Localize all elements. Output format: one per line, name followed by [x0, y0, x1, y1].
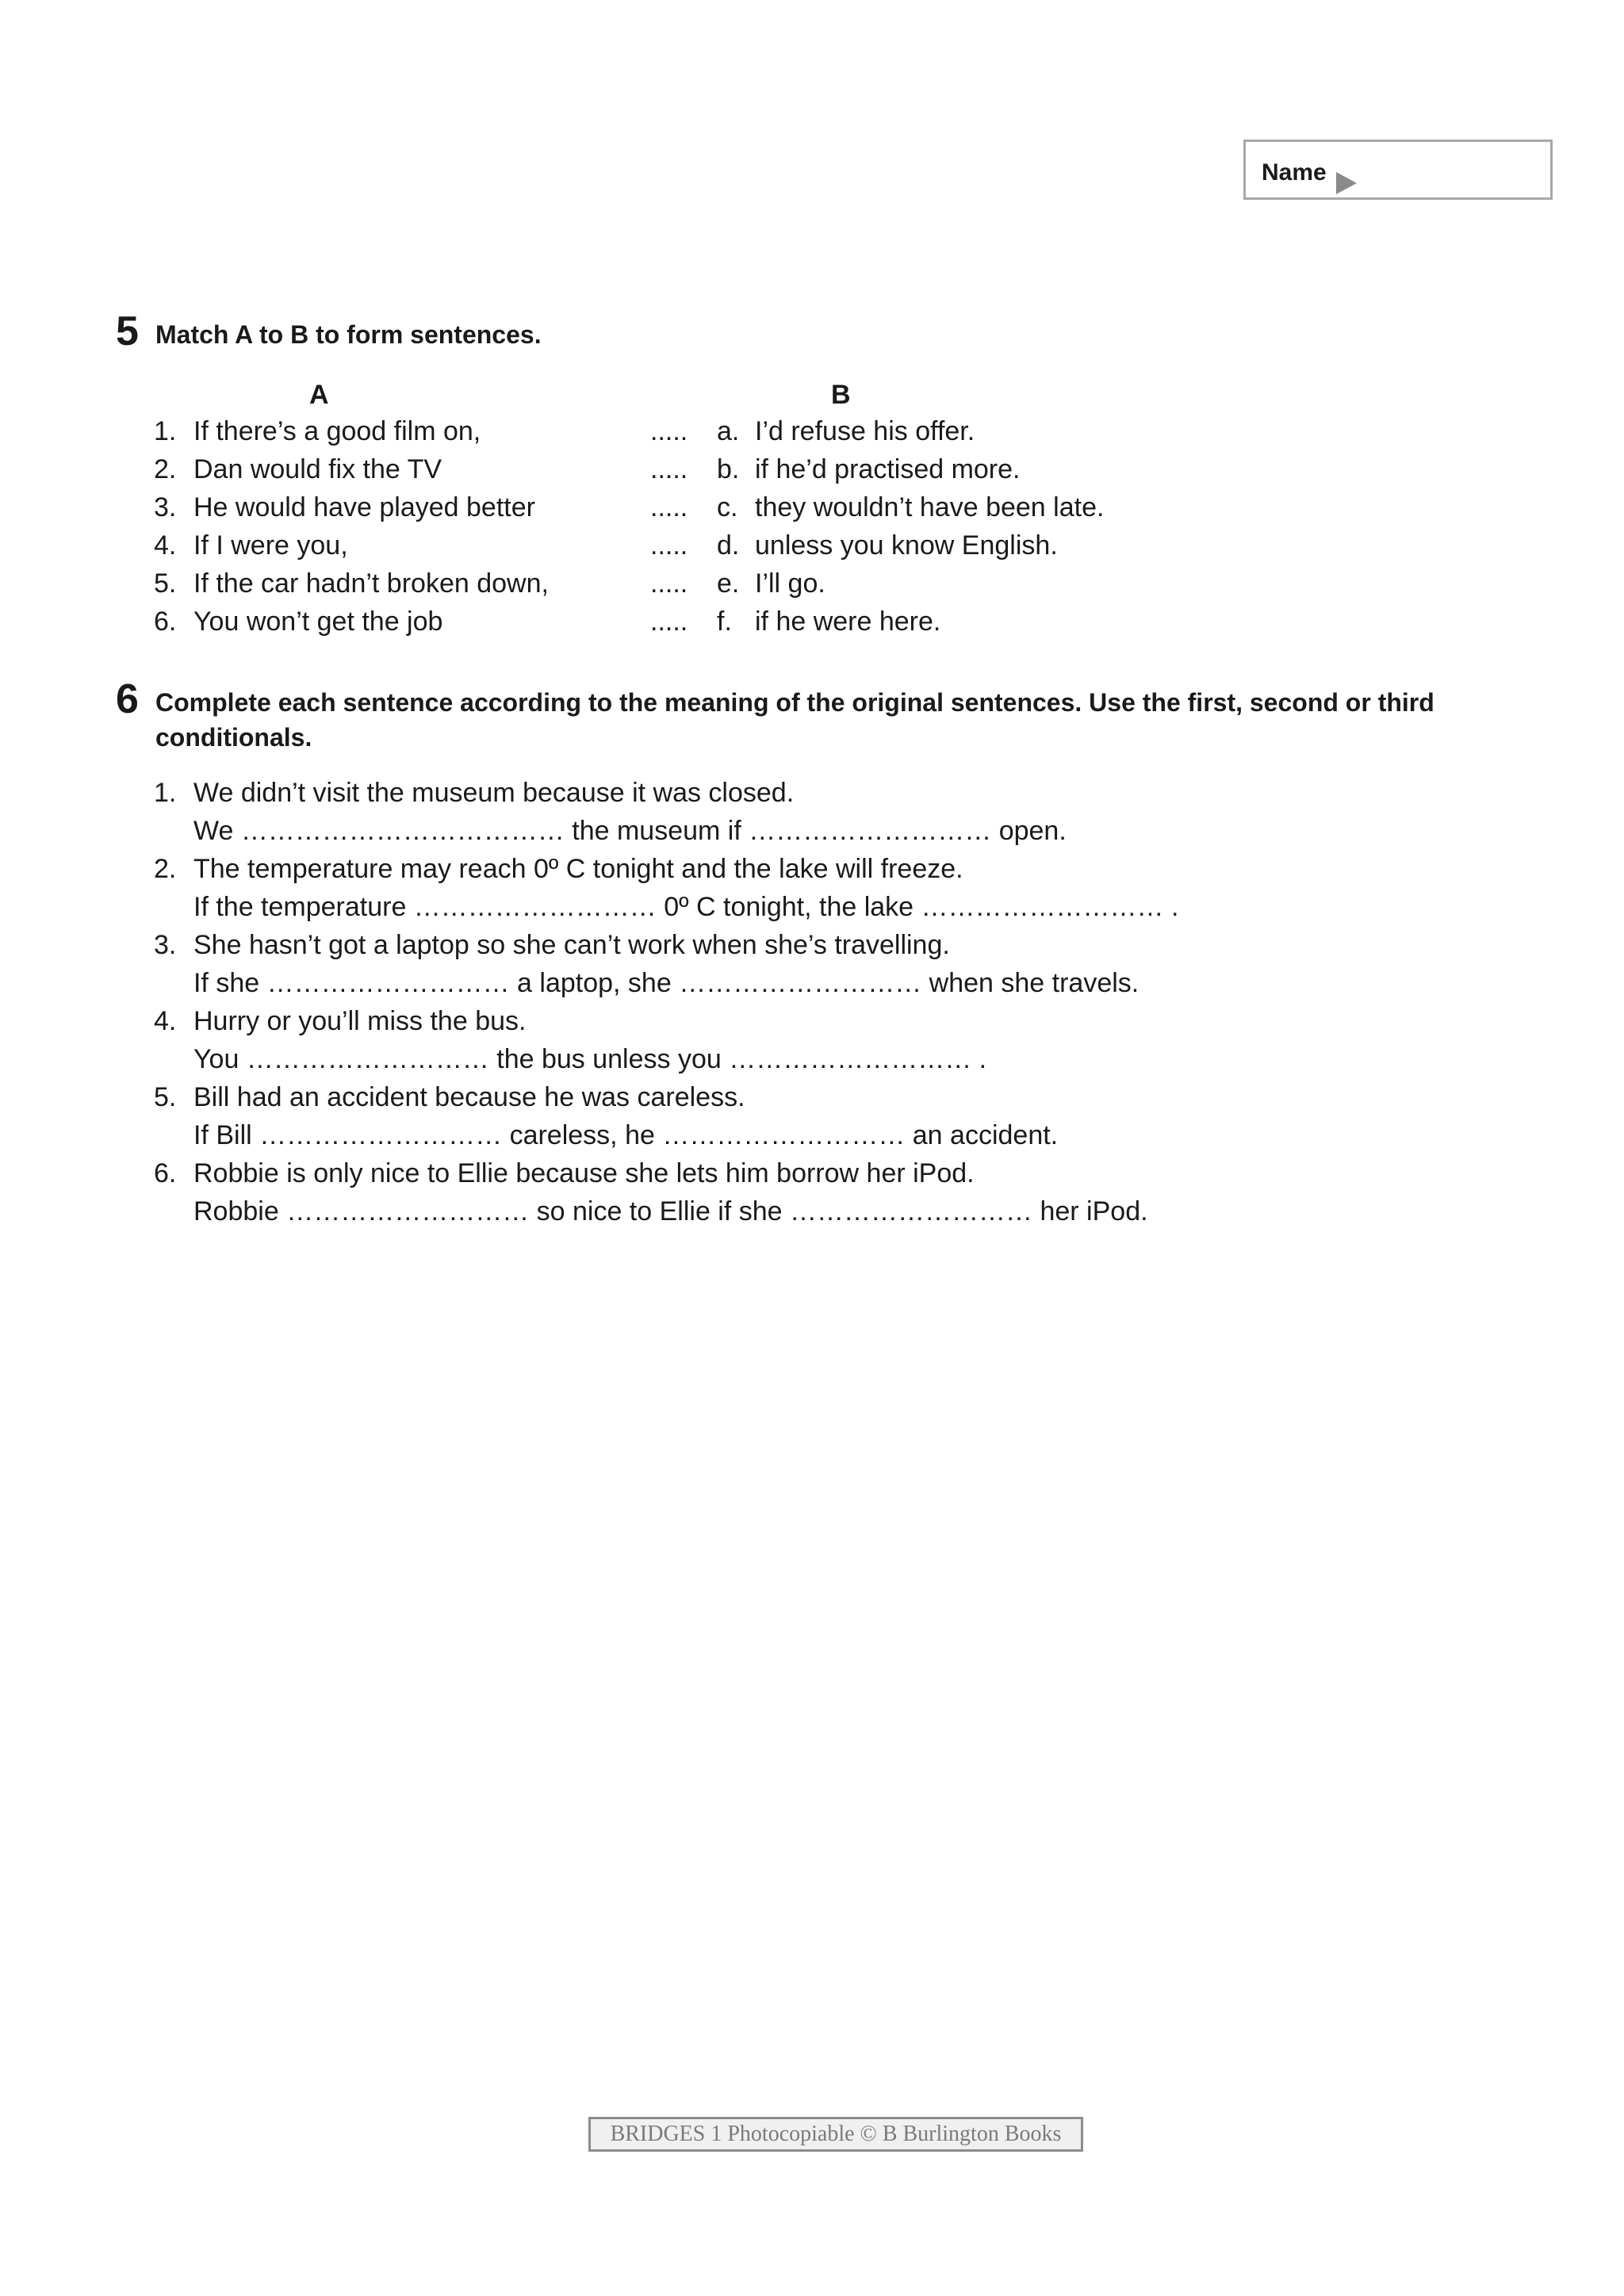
original-sentence: Bill had an accident because he was careless. [193, 1082, 745, 1112]
column-b-text: I’d refuse his offer. [755, 416, 975, 446]
column-a-text: Dan would fix the TV [193, 454, 442, 484]
item-number: 6. [154, 607, 177, 637]
column-a-text: He would have played better [193, 492, 535, 522]
answer-blank[interactable]: ..... [650, 530, 688, 561]
photocopiable-stamp: BRIDGES 1 Photocopiable © B Burlington Books [588, 2117, 1083, 2152]
column-a-text: If the car hadn’t broken down, [193, 568, 549, 599]
rewrite-sentence[interactable]: We ……………………………… the museum if ……………………… open. [193, 816, 1067, 846]
original-sentence: Robbie is only nice to Ellie because she lets him borrow her iPod. [193, 1158, 975, 1188]
answer-blank[interactable]: ..... [650, 454, 688, 484]
item-number: 1. [154, 416, 177, 446]
original-sentence: The temperature may reach 0º C tonight and the lake will freeze. [193, 854, 963, 884]
column-b-letter: a. [717, 416, 740, 446]
answer-blank[interactable]: ..... [650, 492, 688, 522]
column-b-text: I’ll go. [755, 568, 825, 599]
column-b-letter: f. [717, 607, 732, 637]
exercise-6-instruction-line2: conditionals. [155, 723, 312, 752]
item-number: 5. [154, 1082, 177, 1112]
item-number: 1. [154, 778, 177, 808]
original-sentence: We didn’t visit the museum because it was closed. [193, 778, 795, 808]
item-number: 4. [154, 530, 177, 561]
item-number: 6. [154, 1158, 177, 1188]
exercise-6-instruction-line1: Complete each sentence according to the meaning of the original sentences. Use the first, second or third [155, 688, 1434, 717]
column-b-text: they wouldn’t have been late. [755, 492, 1105, 522]
item-number: 4. [154, 1006, 177, 1036]
column-b-letter: b. [717, 454, 740, 484]
rewrite-sentence[interactable]: If she ……………………… a laptop, she ……………………… when she travels. [193, 968, 1139, 998]
item-number: 3. [154, 492, 177, 522]
rewrite-sentence[interactable]: If Bill ……………………… careless, he ……………………… an accident. [193, 1120, 1059, 1150]
column-b-text: unless you know English. [755, 530, 1058, 561]
answer-blank[interactable]: ..... [650, 607, 688, 637]
original-sentence: She hasn’t got a laptop so she can’t work when she’s travelling. [193, 930, 950, 960]
column-b-heading: B [831, 380, 851, 410]
answer-blank[interactable]: ..... [650, 416, 688, 446]
rewrite-sentence[interactable]: Robbie ……………………… so nice to Ellie if she ……………………… her iPod. [193, 1196, 1148, 1226]
column-a-text: If I were you, [193, 530, 348, 561]
column-b-letter: c. [717, 492, 738, 522]
rewrite-sentence[interactable]: If the temperature ……………………… 0º C tonight, the lake ……………………… . [193, 892, 1179, 922]
exercise-5-instruction: Match A to B to form sentences. [155, 320, 542, 349]
rewrite-sentence[interactable]: You ……………………… the bus unless you ……………………… . [193, 1044, 987, 1074]
original-sentence: Hurry or you’ll miss the bus. [193, 1006, 527, 1036]
name-box[interactable] [1243, 140, 1553, 200]
item-number: 5. [154, 568, 177, 599]
exercise-5-number: 5 [116, 308, 139, 354]
column-a-text: If there’s a good film on, [193, 416, 481, 446]
column-b-text: if he’d practised more. [755, 454, 1021, 484]
answer-blank[interactable]: ..... [650, 568, 688, 599]
column-a-text: You won’t get the job [193, 607, 443, 637]
column-a-heading: A [309, 380, 329, 410]
exercise-6-number: 6 [116, 676, 139, 722]
item-number: 2. [154, 454, 177, 484]
item-number: 2. [154, 854, 177, 884]
column-b-letter: e. [717, 568, 740, 599]
column-b-text: if he were here. [755, 607, 941, 637]
arrow-right-icon [1336, 172, 1357, 194]
item-number: 3. [154, 930, 177, 960]
name-label: Name [1262, 159, 1327, 186]
column-b-letter: d. [717, 530, 740, 561]
